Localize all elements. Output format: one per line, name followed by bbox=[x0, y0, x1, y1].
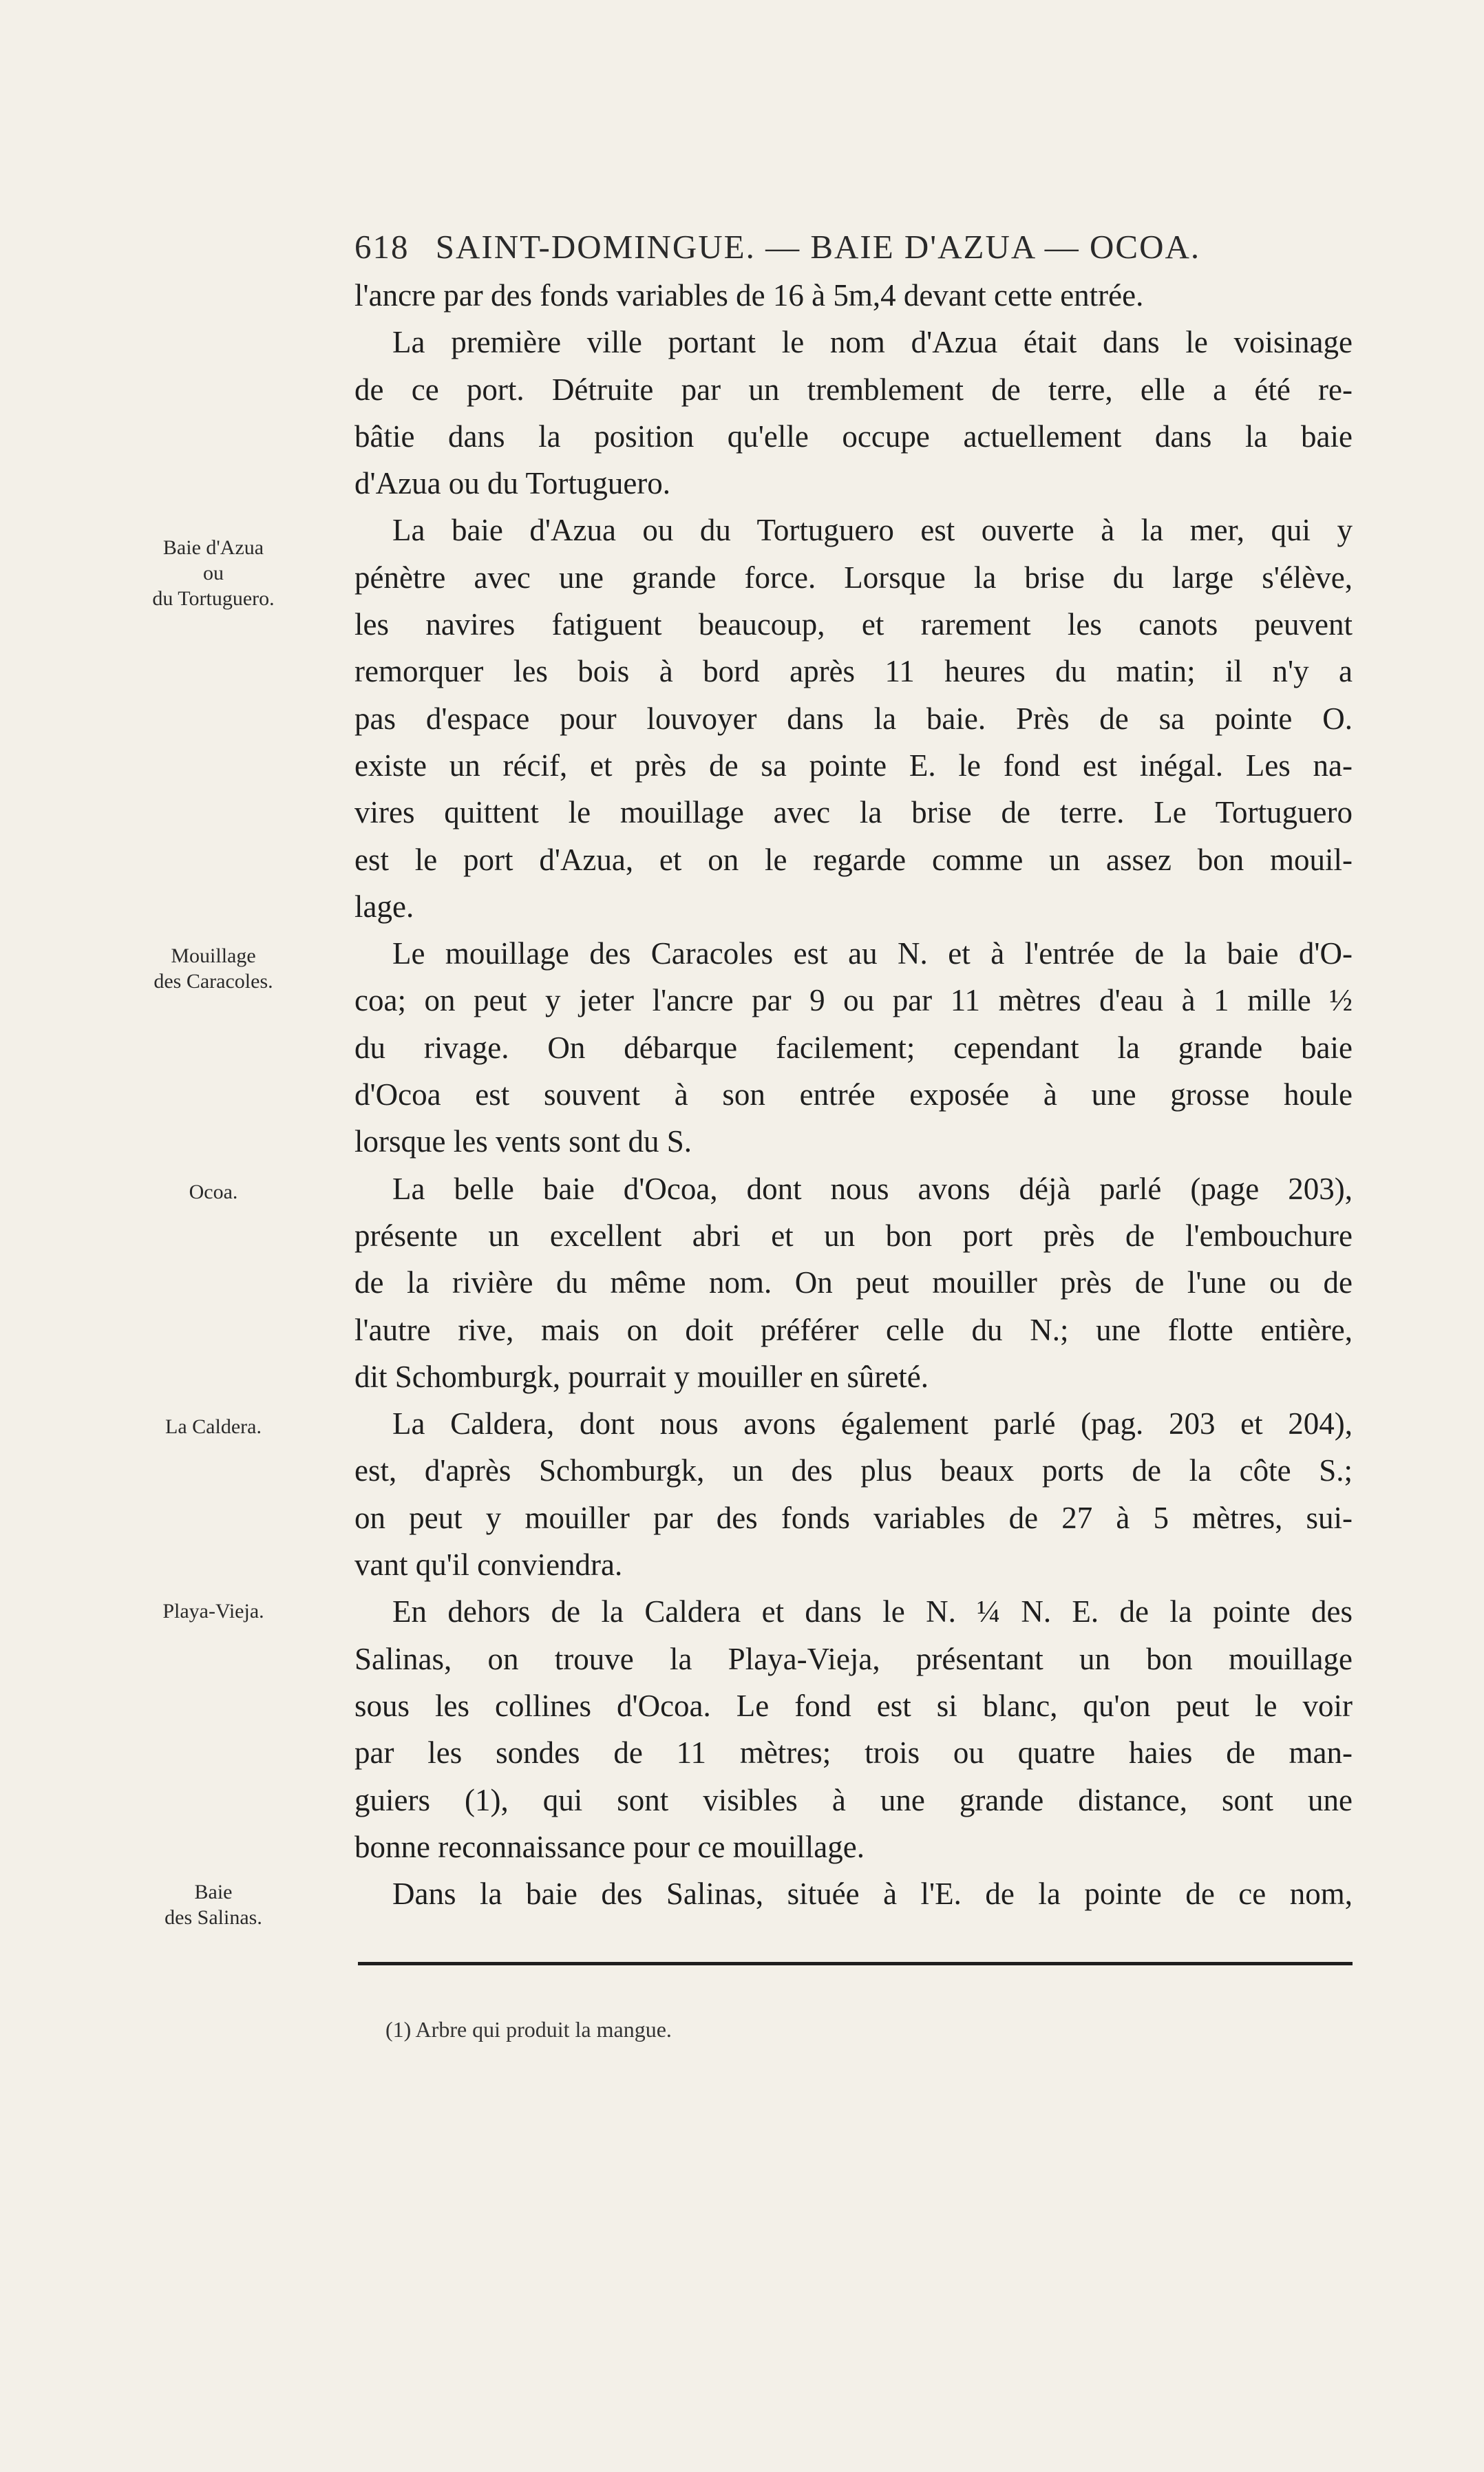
text-line: d'Ocoa est souvent à son entrée exposée à une grosse houle bbox=[354, 1077, 1353, 1112]
paragraph-5 bbox=[354, 1165, 1353, 1400]
text-line: de ce port. Détruite par un tremblement de terre, elle a été re- bbox=[354, 372, 1353, 407]
text-line: lorsque les vents sont du S. bbox=[354, 1124, 692, 1159]
paragraph-4 bbox=[354, 930, 1353, 1165]
text-line: existe un récif, et près de sa pointe E. le fond est inégal. Les na- bbox=[354, 748, 1353, 783]
text-line: les navires fatiguent beaucoup, et rarement les canots peuvent bbox=[354, 607, 1353, 642]
text-line: l'autre rive, mais on doit préférer celle du N.; une flotte entière, bbox=[354, 1312, 1353, 1347]
text-line: d'Azua ou du Tortuguero. bbox=[354, 466, 671, 501]
margin-note-azua: Baie d'Azua ou du Tortuguero. bbox=[152, 536, 275, 610]
text-line: pénètre avec une grande force. Lorsque la brise du large s'élève, bbox=[354, 560, 1353, 595]
paragraph-8 bbox=[354, 1870, 1353, 1917]
text-line: vant qu'il conviendra. bbox=[354, 1547, 623, 1583]
margin-note-caracoles: Mouillage des Caracoles. bbox=[153, 944, 273, 993]
text-line: guiers (1), qui sont visibles à une grande distance, sont une bbox=[354, 1782, 1353, 1817]
text-line: coa; on peut y jeter l'ancre par 9 ou par 11 mètres d'eau à 1 mille ½ bbox=[354, 983, 1353, 1018]
page-number: 618 bbox=[354, 228, 410, 266]
footnote-rule bbox=[358, 1962, 1353, 1965]
text-line: dit Schomburgk, pourrait y mouiller en sûreté. bbox=[354, 1359, 929, 1394]
text-line: La Caldera, dont nous avons également parlé (pag. 203 et 204), bbox=[392, 1406, 1353, 1441]
text-line: La première ville portant le nom d'Azua était dans le voisinage bbox=[392, 325, 1353, 360]
running-title: SAINT-DOMINGUE. — BAIE D'AZUA — OCOA. bbox=[435, 228, 1201, 266]
text-line: En dehors de la Caldera et dans le N. ¼ N. E. de la pointe des bbox=[392, 1594, 1353, 1629]
text-line: est le port d'Azua, et on le regarde comme un assez bon mouil- bbox=[354, 842, 1353, 877]
text-line: vires quittent le mouillage avec la brise de terre. Le Tortuguero bbox=[354, 795, 1353, 830]
text-line: lage. bbox=[354, 889, 414, 924]
text-line: Le mouillage des Caracoles est au N. et à l'entrée de la baie d'O- bbox=[392, 936, 1353, 971]
text-line: pas d'espace pour louvoyer dans la baie. Près de sa pointe O. bbox=[354, 701, 1353, 736]
text-line: l'ancre par des fonds variables de 16 à 5m,4 devant cette entrée. bbox=[354, 278, 1144, 313]
paragraph-7 bbox=[354, 1588, 1353, 1870]
text-line: La baie d'Azua ou du Tortuguero est ouverte à la mer, qui y bbox=[392, 513, 1353, 548]
running-header bbox=[354, 227, 1353, 266]
margin-note-caldera: La Caldera. bbox=[165, 1415, 262, 1438]
body-text bbox=[354, 272, 1353, 1917]
text-line: remorquer les bois à bord après 11 heures du matin; il n'y a bbox=[354, 654, 1353, 689]
paragraph-3 bbox=[354, 507, 1353, 930]
text-line: est, d'après Schomburgk, un des plus beaux ports de la côte S.; bbox=[354, 1453, 1353, 1488]
text-line: bonne reconnaissance pour ce mouillage. bbox=[354, 1829, 865, 1864]
text-line: Salinas, on trouve la Playa-Vieja, présentant un bon mouillage bbox=[354, 1641, 1353, 1676]
margin-note-ocoa: Ocoa. bbox=[189, 1181, 238, 1203]
text-line: par les sondes de 11 mètres; trois ou quatre haies de man- bbox=[354, 1735, 1353, 1771]
text-line: de la rivière du même nom. On peut mouiller près de l'une ou de bbox=[354, 1265, 1353, 1300]
margin-note-playa-vieja: Playa-Vieja. bbox=[162, 1600, 264, 1623]
footnote: (1) Arbre qui produit la mangue. bbox=[385, 2017, 672, 2042]
text-line: sous les collines d'Ocoa. Le fond est si blanc, qu'on peut le voir bbox=[354, 1688, 1353, 1723]
paragraph-6 bbox=[354, 1400, 1353, 1588]
text-line: Dans la baie des Salinas, située à l'E. de la pointe de ce nom, bbox=[392, 1877, 1353, 1912]
text-line: présente un excellent abri et un bon port près de l'embouchure bbox=[354, 1218, 1353, 1253]
text-line: La belle baie d'Ocoa, dont nous avons déjà parlé (page 203), bbox=[392, 1171, 1353, 1206]
text-line: bâtie dans la position qu'elle occupe actuellement dans la baie bbox=[354, 419, 1353, 454]
text-line: du rivage. On débarque facilement; cependant la grande baie bbox=[354, 1030, 1353, 1065]
paragraph-1 bbox=[354, 272, 1353, 319]
text-line: on peut y mouiller par des fonds variables de 27 à 5 mètres, sui- bbox=[354, 1500, 1353, 1535]
paragraph-2 bbox=[354, 319, 1353, 507]
margin-note-salinas: Baie des Salinas. bbox=[165, 1881, 262, 1929]
